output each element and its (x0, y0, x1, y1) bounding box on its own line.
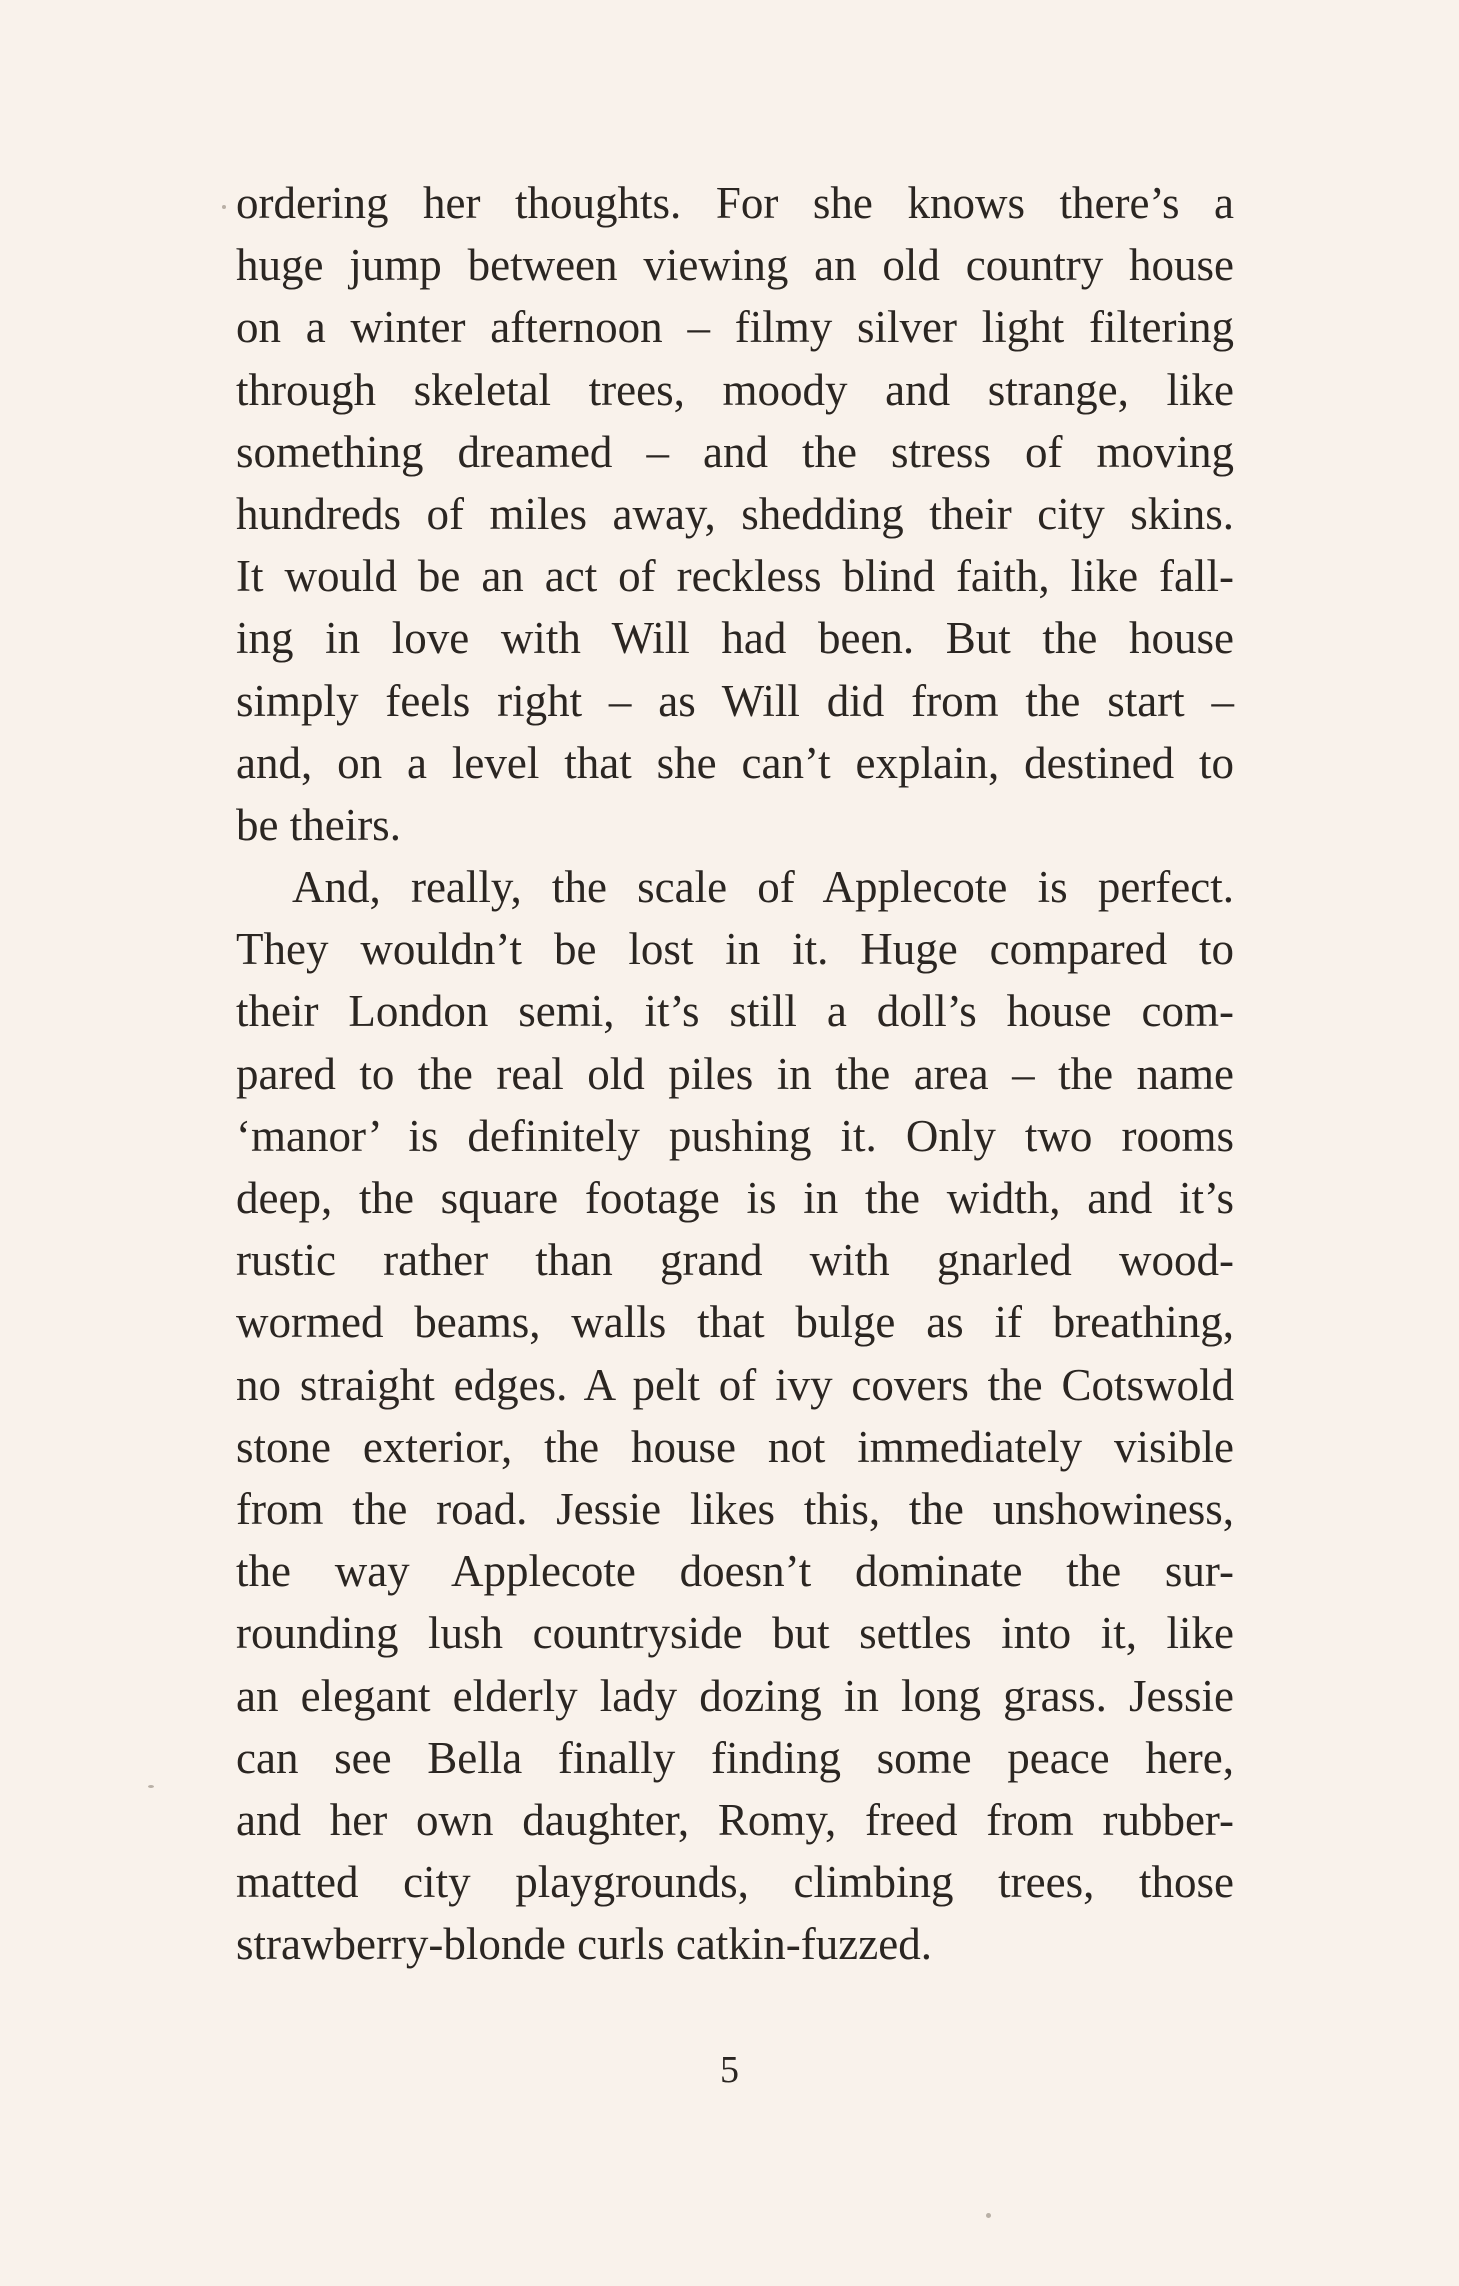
paper-speck (222, 205, 226, 209)
text-line: They wouldn’t be lost in it. Huge compared to (236, 924, 1234, 975)
text-line: from the road. Jessie likes this, the unshowiness, (236, 1483, 1234, 1534)
text-line: an elegant elderly lady dozing in long grass. Jessie (236, 1670, 1234, 1721)
text-line: rustic rather than grand with gnarled wood- (236, 1235, 1234, 1286)
text-line: strawberry-blonde curls catkin-fuzzed. (236, 1919, 932, 1970)
text-line: deep, the square footage is in the width, and it’s (236, 1173, 1234, 1223)
text-line: on a winter afternoon – filmy silver light filtering (236, 302, 1234, 353)
text-line: And, really, the scale of Applecote is perfect. (292, 862, 1234, 913)
text-line: and her own daughter, Romy, freed from rubber- (236, 1794, 1234, 1845)
text-line: the way Applecote doesn’t dominate the sur- (236, 1546, 1234, 1597)
text-line: ing in love with Will had been. But the house (236, 613, 1234, 664)
text-line: can see Bella finally finding some peace here, (236, 1732, 1234, 1783)
text-line: huge jump between viewing an old country house (236, 240, 1234, 291)
text-line: rounding lush countryside but settles into it, like (236, 1608, 1234, 1659)
text-line: It would be an act of reckless blind faith, like fall- (236, 551, 1234, 602)
body-text (236, 172, 1234, 1975)
paper-speck (986, 2213, 991, 2218)
text-line: ordering her thoughts. For she knows there’s a (236, 178, 1234, 228)
paragraph (236, 856, 1234, 1975)
text-line: pared to the real old piles in the area – the name (236, 1048, 1234, 1099)
text-line: no straight edges. A pelt of ivy covers the Cotswold (236, 1359, 1234, 1410)
text-line: through skeletal trees, moody and strange, like (236, 364, 1234, 415)
text-line: matted city playgrounds, climbing trees, those (236, 1857, 1234, 1908)
paragraph (236, 172, 1234, 856)
text-line: something dreamed – and the stress of moving (236, 426, 1234, 477)
text-line: stone exterior, the house not immediately visible (236, 1421, 1234, 1472)
text-line: ‘manor’ is definitely pushing it. Only two rooms (236, 1110, 1234, 1161)
text-line: simply feels right – as Will did from the start – (236, 675, 1234, 726)
text-line: and, on a level that she can’t explain, destined to (236, 737, 1234, 788)
text-line: hundreds of miles away, shedding their city skins. (236, 488, 1234, 539)
text-line: wormed beams, walls that bulge as if breathing, (236, 1297, 1234, 1348)
paper-speck (148, 1785, 154, 1788)
text-line: their London semi, it’s still a doll’s house com- (236, 986, 1234, 1037)
page-number: 5 (720, 2049, 739, 2091)
text-line: be theirs. (236, 799, 401, 850)
